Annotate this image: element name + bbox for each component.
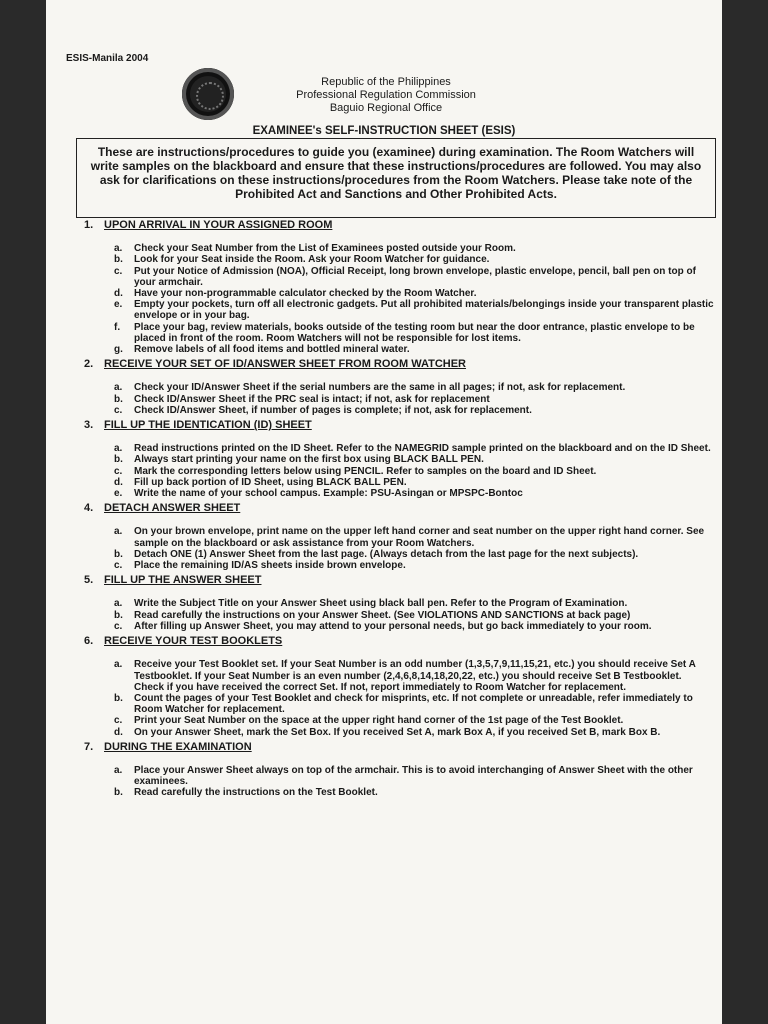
section-title: DETACH ANSWER SHEET bbox=[104, 502, 241, 515]
section-items bbox=[84, 765, 714, 799]
item-letter: e. bbox=[114, 488, 123, 500]
item-letter: b. bbox=[114, 454, 123, 466]
item-letter: f. bbox=[114, 321, 121, 333]
item-text: After filling up Answer Sheet, you may attend to your personal needs, but go back immediately to your room. bbox=[134, 620, 652, 632]
item-letter: b. bbox=[114, 787, 123, 799]
list-item bbox=[114, 610, 714, 621]
item-text: Mark the corresponding letters below using PENCIL. Refer to samples on the board and ID Sheet. bbox=[134, 465, 597, 477]
section bbox=[84, 359, 714, 416]
section-heading bbox=[84, 503, 714, 514]
agency-line: Professional Regulation Commission bbox=[296, 89, 476, 101]
list-item bbox=[114, 659, 714, 693]
form-code: ESIS-Manila 2004 bbox=[66, 53, 149, 64]
item-text: Place the remaining ID/AS sheets inside brown envelope. bbox=[134, 560, 406, 572]
item-letter: c. bbox=[114, 465, 123, 477]
item-text: Read carefully the instructions on the Test Booklet. bbox=[134, 787, 378, 799]
list-item bbox=[114, 443, 714, 454]
section-heading bbox=[84, 359, 714, 370]
item-letter: c. bbox=[114, 560, 123, 572]
list-item bbox=[114, 405, 714, 416]
section-number: 6. bbox=[84, 635, 94, 648]
section-items bbox=[84, 382, 714, 416]
item-text: Print your Seat Number on the space at the upper right hand corner of the 1st page of the Test Booklet. bbox=[134, 715, 624, 727]
section-title: RECEIVE YOUR TEST BOOKLETS bbox=[104, 635, 283, 648]
item-letter: c. bbox=[114, 404, 123, 416]
item-letter: b. bbox=[114, 692, 123, 704]
item-letter: a. bbox=[114, 443, 123, 455]
item-text: Write the Subject Title on your Answer Sheet using black ball pen. Refer to the Program of Examination. bbox=[134, 598, 628, 610]
list-item bbox=[114, 727, 714, 738]
item-letter: b. bbox=[114, 393, 123, 405]
section-title: UPON ARRIVAL IN YOUR ASSIGNED ROOM bbox=[104, 219, 333, 231]
section-items bbox=[84, 443, 714, 499]
item-letter: a. bbox=[114, 382, 123, 394]
list-item bbox=[114, 454, 714, 465]
list-item bbox=[114, 466, 714, 477]
sections-container bbox=[84, 220, 714, 803]
item-letter: g. bbox=[114, 344, 123, 356]
agency-block bbox=[266, 76, 506, 115]
item-letter: b. bbox=[114, 254, 123, 266]
item-text: Have your non-programmable calculator checked by the Room Watcher. bbox=[134, 288, 477, 300]
section-heading bbox=[84, 636, 714, 647]
prc-seal-icon bbox=[182, 68, 234, 120]
item-text: Count the pages of your Test Booklet and check for misprints, etc. If not complete or unreadable, refer immediately to Room Watcher for replacement. bbox=[134, 692, 693, 716]
list-item bbox=[114, 266, 714, 288]
section bbox=[84, 575, 714, 632]
list-item bbox=[114, 344, 714, 355]
intro-box: These are instructions/procedures to guide you (examinee) during examination. The Room Watchers will write samples on the blackboard and ensure that these instructions/procedures are followed. You may also ask for clarifications on these instructions/procedures from the Room Watchers. Please take note of the Prohibited Act and Sanctions and Other Prohibited Acts. bbox=[76, 138, 716, 218]
item-letter: a. bbox=[114, 243, 123, 255]
list-item bbox=[114, 693, 714, 715]
section bbox=[84, 636, 714, 738]
agency-line: Baguio Regional Office bbox=[329, 102, 443, 114]
item-text: Check ID/Answer Sheet if the PRC seal is intact; if not, ask for replacement bbox=[134, 393, 490, 405]
list-item bbox=[114, 787, 714, 798]
section-items bbox=[84, 526, 714, 571]
item-letter: a. bbox=[114, 526, 123, 538]
section-title: RECEIVE YOUR SET OF ID/ANSWER SHEET FROM ROOM WATCHER bbox=[104, 358, 467, 371]
item-letter: b. bbox=[114, 548, 123, 560]
section-title: FILL UP THE ANSWER SHEET bbox=[104, 574, 262, 587]
list-item bbox=[114, 560, 714, 571]
item-letter: a. bbox=[114, 764, 123, 776]
section bbox=[84, 503, 714, 571]
list-item bbox=[114, 621, 714, 632]
item-text: Place your bag, review materials, books outside of the testing room but near the door entrance, plastic envelope to be placed in front of the room. Room Watchers will not be responsible for lost items. bbox=[134, 321, 695, 344]
item-letter: d. bbox=[114, 476, 123, 488]
section-number: 5. bbox=[84, 574, 94, 587]
list-item bbox=[114, 243, 714, 254]
item-letter: c. bbox=[114, 715, 123, 727]
list-item bbox=[114, 299, 714, 321]
document-page bbox=[46, 0, 722, 1024]
section-items bbox=[84, 598, 714, 632]
item-letter: c. bbox=[114, 620, 123, 632]
item-text: Look for your Seat inside the Room. Ask your Room Watcher for guidance. bbox=[134, 254, 490, 266]
item-text: Write the name of your school campus. Example: PSU-Asingan or MPSPC-Bontoc bbox=[134, 488, 523, 500]
section bbox=[84, 220, 714, 355]
item-text: On your brown envelope, print name on the upper left hand corner and seat number on the upper right hand corner. See sample on the blackboard or ask assistance from your Room Watchers. bbox=[134, 526, 705, 549]
section-heading bbox=[84, 220, 714, 231]
item-letter: e. bbox=[114, 299, 123, 311]
list-item bbox=[114, 394, 714, 405]
item-letter: c. bbox=[114, 265, 123, 277]
list-item bbox=[114, 382, 714, 393]
section-number: 4. bbox=[84, 502, 94, 515]
item-text: Always start printing your name on the first box using BLACK BALL PEN. bbox=[134, 454, 484, 466]
item-letter: b. bbox=[114, 609, 123, 621]
section-number: 2. bbox=[84, 358, 94, 371]
item-text: Check ID/Answer Sheet, if number of pages is complete; if not, ask for replacement. bbox=[134, 404, 532, 416]
item-text: Check your ID/Answer Sheet if the serial numbers are the same in all pages; if not, ask for replacement. bbox=[134, 382, 626, 394]
list-item bbox=[114, 526, 714, 548]
list-item bbox=[114, 254, 714, 265]
section-heading bbox=[84, 742, 714, 753]
list-item bbox=[114, 715, 714, 726]
item-text: Remove labels of all food items and bottled mineral water. bbox=[134, 344, 410, 356]
item-letter: a. bbox=[114, 598, 123, 610]
section-heading bbox=[84, 575, 714, 586]
list-item bbox=[114, 598, 714, 609]
section bbox=[84, 742, 714, 799]
item-text: Place your Answer Sheet always on top of the armchair. This is to avoid interchanging of Answer Sheet with the other examinees. bbox=[134, 764, 693, 788]
section-items bbox=[84, 659, 714, 737]
list-item bbox=[114, 322, 714, 344]
section-number: 1. bbox=[84, 219, 94, 231]
item-text: Detach ONE (1) Answer Sheet from the last page. (Always detach from the last page for the next subjects). bbox=[134, 548, 639, 560]
item-text: Read instructions printed on the ID Sheet. Refer to the NAMEGRID sample printed on the blackboard and on the ID Sheet. bbox=[134, 443, 711, 455]
item-text: On your Answer Sheet, mark the Set Box. If you received Set A, mark Box A, if you received Set B, mark Box B. bbox=[134, 726, 661, 738]
item-text: Check your Seat Number from the List of Examinees posted outside your Room. bbox=[134, 243, 516, 255]
agency-line: Republic of the Philippines bbox=[321, 76, 451, 88]
list-item bbox=[114, 488, 714, 499]
list-item bbox=[114, 549, 714, 560]
list-item bbox=[114, 477, 714, 488]
sheet-title: EXAMINEE's SELF-INSTRUCTION SHEET (ESIS) bbox=[252, 125, 516, 137]
item-letter: d. bbox=[114, 288, 123, 300]
list-item bbox=[114, 288, 714, 299]
item-letter: a. bbox=[114, 659, 123, 671]
item-text: Put your Notice of Admission (NOA), Official Receipt, long brown envelope, plastic envelope, pencil, ball pen on top of your armchair. bbox=[134, 265, 696, 288]
section-number: 3. bbox=[84, 419, 94, 432]
item-letter: d. bbox=[114, 726, 123, 738]
section bbox=[84, 420, 714, 499]
section-items bbox=[84, 243, 714, 355]
item-text: Read carefully the instructions on your Answer Sheet. (See VIOLATIONS AND SANCTIONS at back page) bbox=[134, 609, 631, 621]
section-heading bbox=[84, 420, 714, 431]
item-text: Receive your Test Booklet set. If your Seat Number is an odd number (1,3,5,7,9,11,15,21, etc.) you should receive Set A Testbooklet. If your Seat Number is an even number (2,4,6,8,14,18,20,22, etc.) you should receive Set B Testbooklet. Check if you have received the correct Set. If not, report immediately to Room Watcher for replacement. bbox=[134, 659, 696, 693]
item-text: Empty your pockets, turn off all electronic gadgets. Put all prohibited materials/belongings inside your transparent plastic envelope or in your bag. bbox=[134, 299, 714, 322]
section-number: 7. bbox=[84, 740, 94, 753]
section-title: FILL UP THE IDENTICATION (ID) SHEET bbox=[104, 419, 312, 432]
list-item bbox=[114, 765, 714, 787]
section-title: DURING THE EXAMINATION bbox=[104, 740, 252, 753]
item-text: Fill up back portion of ID Sheet, using BLACK BALL PEN. bbox=[134, 476, 407, 488]
